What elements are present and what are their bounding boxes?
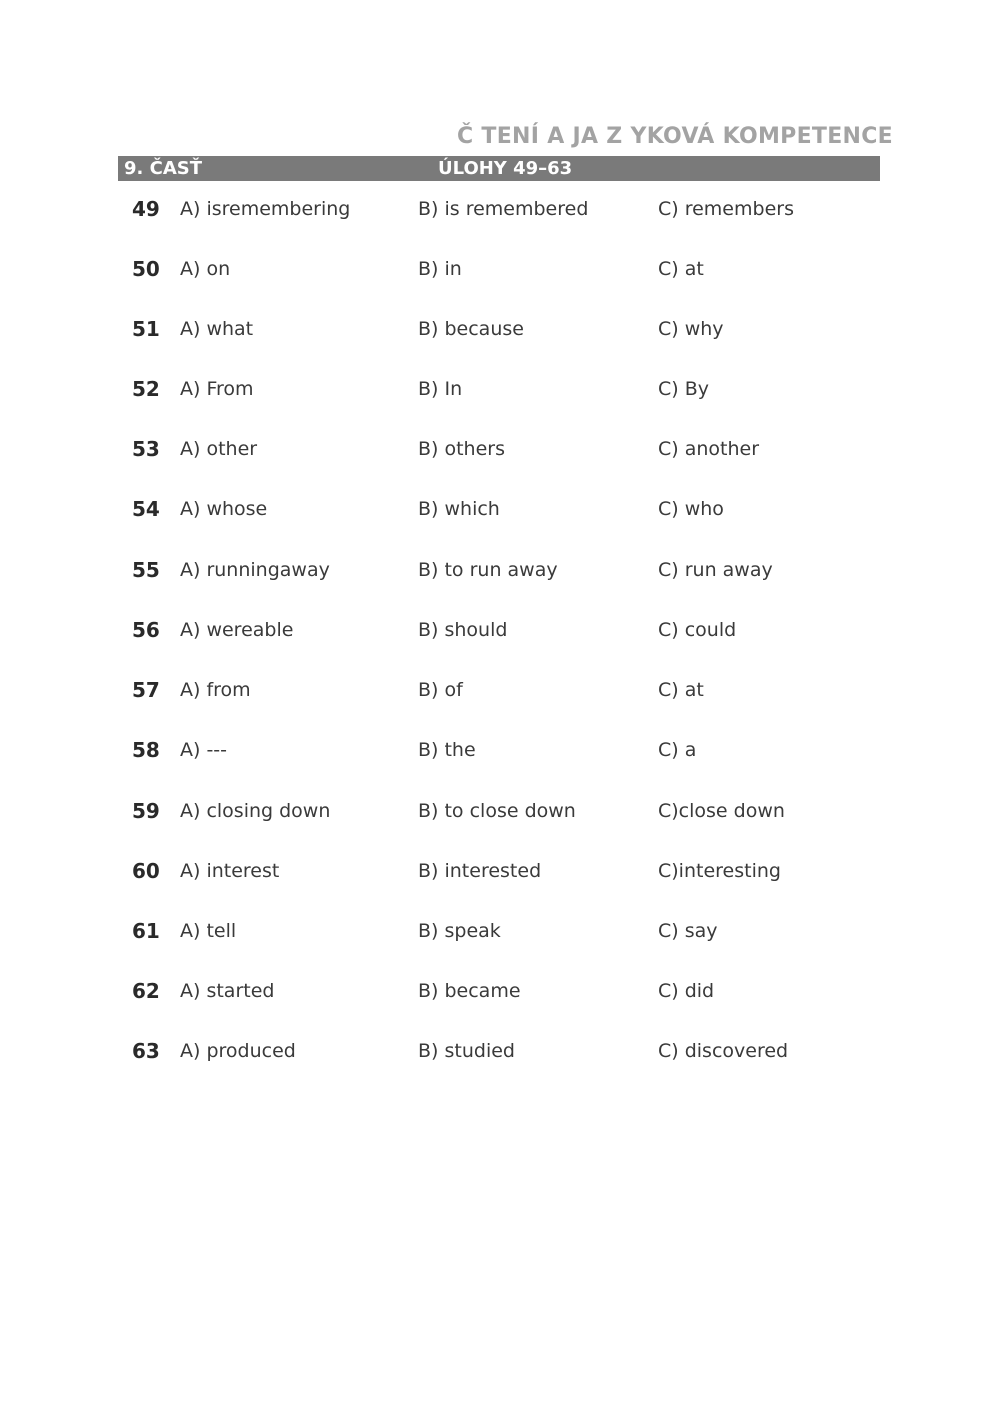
question-row (0, 254, 1000, 284)
option-a[interactable]: A) from (180, 679, 251, 701)
option-c[interactable]: C) remembers (658, 198, 794, 220)
section-header-bar (118, 156, 880, 181)
question-row (0, 976, 1000, 1006)
option-b[interactable]: B) to run away (418, 559, 558, 581)
question-number: 56 (132, 618, 160, 642)
option-c[interactable]: C) at (658, 258, 704, 280)
option-c[interactable]: C)close down (658, 800, 785, 822)
option-b[interactable]: B) in (418, 258, 462, 280)
option-c[interactable]: C) By (658, 378, 709, 400)
question-number: 60 (132, 859, 160, 883)
option-a[interactable]: A) produced (180, 1040, 296, 1062)
option-b[interactable]: B) interested (418, 860, 542, 882)
question-number: 53 (132, 437, 160, 461)
question-row (0, 434, 1000, 464)
option-c[interactable]: C) say (658, 920, 718, 942)
option-c[interactable]: C) who (658, 498, 724, 520)
question-number: 50 (132, 257, 160, 281)
option-b[interactable]: B) speak (418, 920, 501, 942)
question-number: 54 (132, 497, 160, 521)
option-b[interactable]: B) the (418, 739, 476, 761)
option-b[interactable]: B) studied (418, 1040, 515, 1062)
question-number: 57 (132, 678, 160, 702)
question-row (0, 735, 1000, 765)
option-b[interactable]: B) others (418, 438, 506, 460)
part-label: 9. ČASŤ (124, 158, 203, 179)
option-a[interactable]: A) From (180, 378, 254, 400)
question-row (0, 494, 1000, 524)
question-number: 59 (132, 799, 160, 823)
option-c[interactable]: C) another (658, 438, 760, 460)
option-b[interactable]: B) because (418, 318, 524, 340)
question-number: 52 (132, 377, 160, 401)
question-row (0, 1036, 1000, 1066)
question-row (0, 194, 1000, 224)
option-b[interactable]: B) should (418, 619, 508, 641)
question-row (0, 314, 1000, 344)
option-a[interactable]: A) other (180, 438, 258, 460)
question-number: 62 (132, 979, 160, 1003)
question-row (0, 675, 1000, 705)
question-row (0, 796, 1000, 826)
option-c[interactable]: C)interesting (658, 860, 781, 882)
question-row (0, 374, 1000, 404)
question-number: 51 (132, 317, 160, 341)
option-a[interactable]: A) started (180, 980, 275, 1002)
question-row (0, 555, 1000, 585)
question-row (0, 916, 1000, 946)
option-c[interactable]: C) discovered (658, 1040, 789, 1062)
option-a[interactable]: A) wereable (180, 619, 294, 641)
option-a[interactable]: A) --- (180, 739, 228, 761)
option-b[interactable]: B) In (418, 378, 463, 400)
tasks-label: ÚLOHY 49–63 (438, 158, 573, 179)
section-title: Č TENÍ A JA Z YKOVÁ KOMPETENCE (457, 124, 894, 149)
option-c[interactable]: C) did (658, 980, 715, 1002)
option-a[interactable]: A) what (180, 318, 254, 340)
option-c[interactable]: C) why (658, 318, 724, 340)
question-number: 61 (132, 919, 160, 943)
option-a[interactable]: A) isremembering (180, 198, 351, 220)
option-a[interactable]: A) interest (180, 860, 280, 882)
question-number: 63 (132, 1039, 160, 1063)
option-c[interactable]: C) run away (658, 559, 773, 581)
option-c[interactable]: C) could (658, 619, 737, 641)
option-a[interactable]: A) on (180, 258, 231, 280)
option-b[interactable]: B) which (418, 498, 500, 520)
option-b[interactable]: B) of (418, 679, 463, 701)
option-b[interactable]: B) became (418, 980, 521, 1002)
option-c[interactable]: C) at (658, 679, 704, 701)
question-row (0, 856, 1000, 886)
option-c[interactable]: C) a (658, 739, 697, 761)
option-a[interactable]: A) whose (180, 498, 268, 520)
option-b[interactable]: B) is remembered (418, 198, 589, 220)
option-b[interactable]: B) to close down (418, 800, 576, 822)
option-a[interactable]: A) closing down (180, 800, 331, 822)
question-number: 49 (132, 197, 160, 221)
option-a[interactable]: A) tell (180, 920, 237, 942)
option-a[interactable]: A) runningaway (180, 559, 330, 581)
question-number: 55 (132, 558, 160, 582)
question-row (0, 615, 1000, 645)
question-number: 58 (132, 738, 160, 762)
